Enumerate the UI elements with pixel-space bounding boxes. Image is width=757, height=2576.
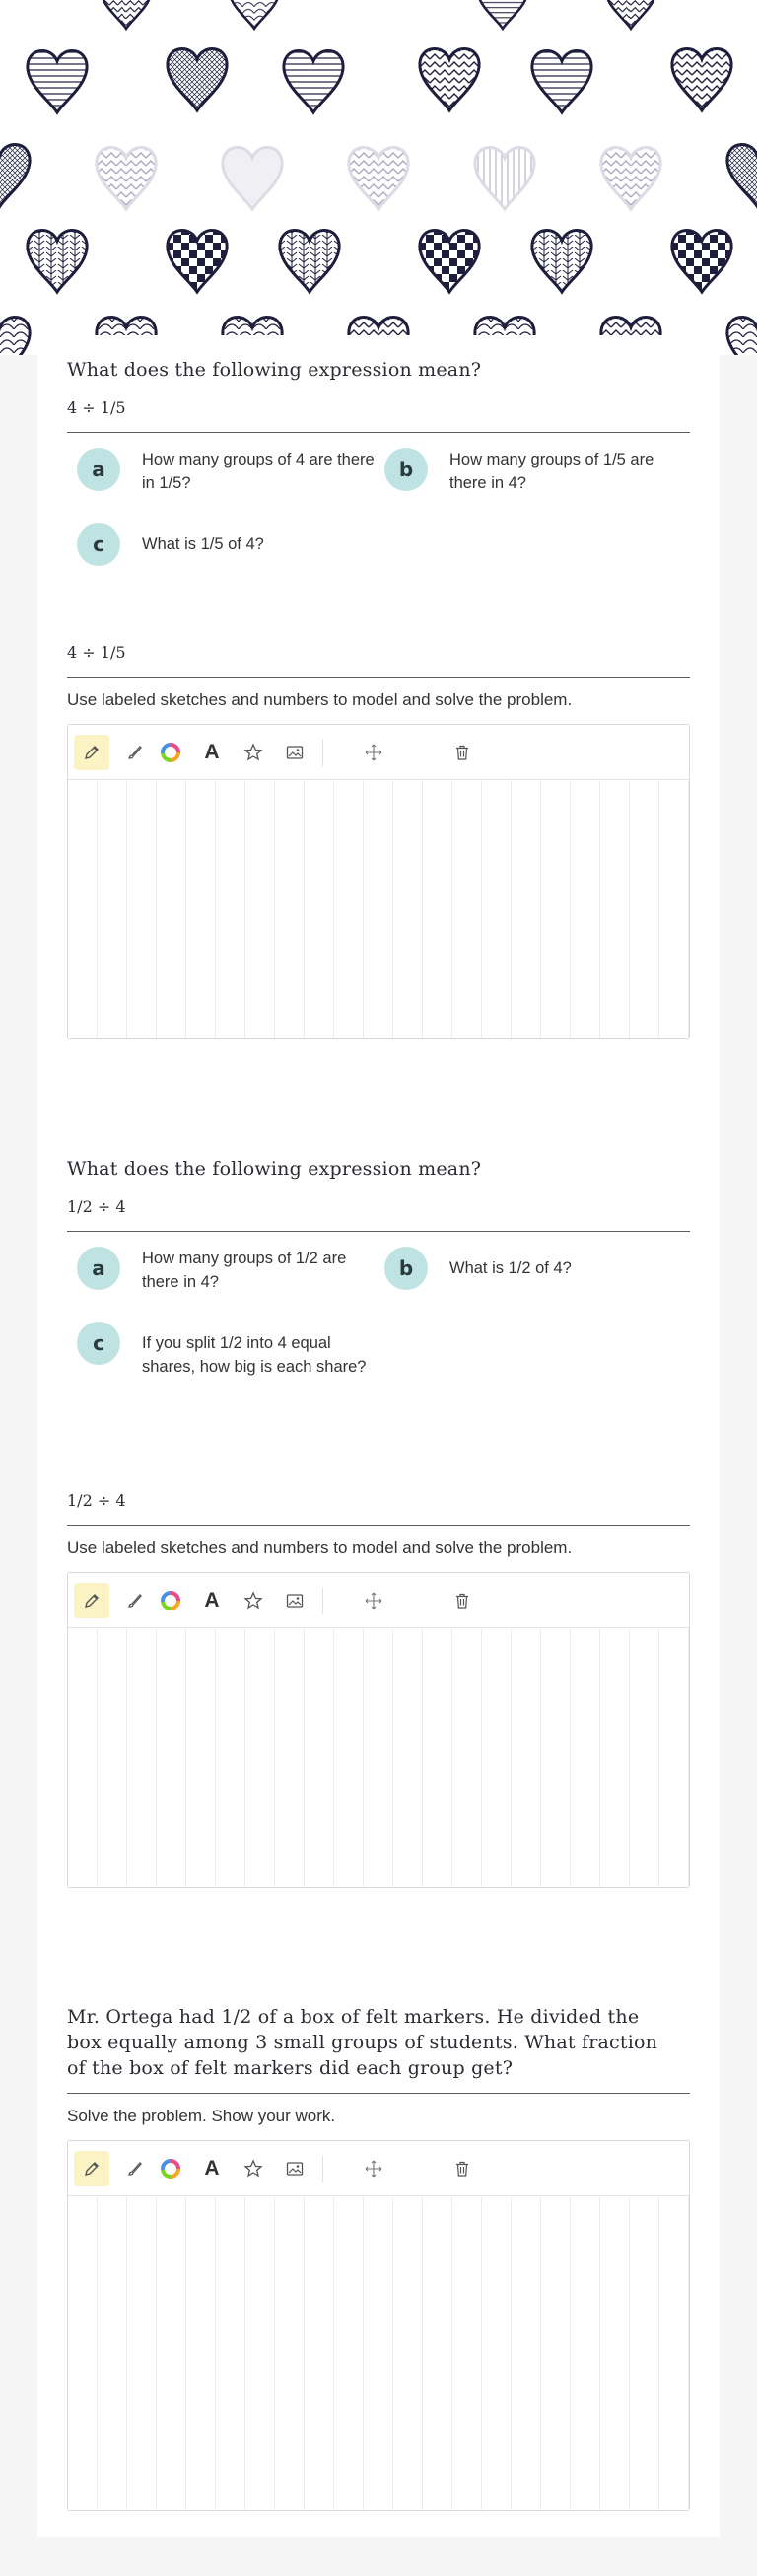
- hearts-pattern: [0, 0, 757, 355]
- choice-a[interactable]: [77, 448, 378, 495]
- choice-c[interactable]: [77, 523, 378, 566]
- delete-tool-button[interactable]: [445, 2151, 480, 2186]
- question-2-instruction: Use labeled sketches and numbers to model and solve the problem.: [67, 690, 573, 709]
- image-icon: [285, 2159, 305, 2179]
- image-icon: [285, 743, 305, 762]
- choice-a[interactable]: [77, 1247, 378, 1294]
- question-4-instruction: Use labeled sketches and numbers to model and solve the problem.: [67, 1538, 573, 1557]
- divider: [67, 432, 690, 433]
- brush-icon: [126, 2160, 144, 2178]
- divider: [67, 677, 690, 678]
- brush-tool-button[interactable]: [117, 2151, 153, 2186]
- choice-text: How many groups of 1/2 are there in 4?: [142, 1250, 347, 1291]
- image-tool-button[interactable]: [277, 1583, 312, 1618]
- color-tool-button[interactable]: [153, 735, 188, 770]
- question-3-title: What does the following expression mean?: [67, 1158, 482, 1180]
- pencil-icon: [83, 1592, 101, 1610]
- image-tool-button[interactable]: [277, 735, 312, 770]
- choice-text: What is 1/5 of 4?: [142, 536, 264, 553]
- choice-letter-badge: b: [384, 448, 428, 491]
- move-tool-button[interactable]: [356, 2151, 391, 2186]
- sticker-tool-button[interactable]: [236, 735, 271, 770]
- text-icon: A: [204, 1589, 220, 1611]
- drawing-toolbar: [68, 1573, 689, 1628]
- color-wheel-icon: [161, 743, 180, 762]
- choice-text: What is 1/2 of 4?: [449, 1259, 572, 1277]
- sticker-tool-button[interactable]: [236, 1583, 271, 1618]
- choice-b[interactable]: [384, 1247, 686, 1290]
- divider: [67, 1525, 690, 1526]
- star-icon: [243, 1591, 263, 1610]
- delete-tool-button[interactable]: [445, 1583, 480, 1618]
- star-icon: [243, 743, 263, 762]
- star-icon: [243, 2159, 263, 2179]
- text-icon: A: [204, 741, 220, 763]
- question-4-title: 1/2 ÷ 4: [67, 1491, 126, 1510]
- move-icon: [364, 2159, 383, 2179]
- color-tool-button[interactable]: [153, 1583, 188, 1618]
- pencil-tool-button[interactable]: [74, 1583, 109, 1618]
- drawing-area[interactable]: [68, 781, 689, 1038]
- toolbar-separator: [322, 1587, 323, 1614]
- question-1-expression: 4 ÷ 1/5: [67, 398, 126, 417]
- choice-b[interactable]: [384, 448, 686, 495]
- toolbar-separator: [322, 2155, 323, 2182]
- question-2-title: 4 ÷ 1/5: [67, 643, 126, 662]
- drawing-toolbar: [68, 725, 689, 780]
- choice-text: How many groups of 1/5 are there in 4?: [449, 451, 654, 492]
- brush-icon: [126, 1592, 144, 1610]
- color-tool-button[interactable]: [153, 2151, 188, 2186]
- trash-icon: [453, 1592, 471, 1610]
- drawing-area[interactable]: [68, 1629, 689, 1887]
- choice-text: If you split 1/2 into 4 equal shares, how big is each share?: [142, 1334, 367, 1376]
- pencil-tool-button[interactable]: [74, 2151, 109, 2186]
- image-icon: [285, 1591, 305, 1610]
- trash-icon: [453, 2160, 471, 2178]
- pencil-icon: [83, 744, 101, 761]
- delete-tool-button[interactable]: [445, 735, 480, 770]
- question-1-title: What does the following expression mean?: [67, 359, 482, 381]
- color-wheel-icon: [161, 1591, 180, 1610]
- drawing-area[interactable]: [68, 2197, 689, 2510]
- choice-text: How many groups of 4 are there in 1/5?: [142, 451, 375, 492]
- divider: [67, 2093, 690, 2094]
- image-tool-button[interactable]: [277, 2151, 312, 2186]
- move-tool-button[interactable]: [356, 1583, 391, 1618]
- choice-letter-badge: c: [77, 1322, 120, 1365]
- brush-icon: [126, 744, 144, 761]
- move-icon: [364, 743, 383, 762]
- text-tool-button[interactable]: [194, 735, 230, 770]
- brush-tool-button[interactable]: [117, 1583, 153, 1618]
- trash-icon: [453, 744, 471, 761]
- choice-letter-badge: a: [77, 1247, 120, 1290]
- question-3-expression: 1/2 ÷ 4: [67, 1197, 126, 1216]
- text-tool-button[interactable]: [194, 1583, 230, 1618]
- toolbar-separator: [322, 739, 323, 766]
- sticker-tool-button[interactable]: [236, 2151, 271, 2186]
- drawing-toolbar: [68, 2141, 689, 2196]
- choice-letter-badge: a: [77, 448, 120, 491]
- choice-letter-badge: b: [384, 1247, 428, 1290]
- pencil-tool-button[interactable]: [74, 735, 109, 770]
- pencil-icon: [83, 2160, 101, 2178]
- text-icon: A: [204, 2157, 220, 2180]
- brush-tool-button[interactable]: [117, 735, 153, 770]
- divider: [67, 1231, 690, 1232]
- header-banner: [0, 0, 757, 355]
- question-5-instruction: Solve the problem. Show your work.: [67, 2107, 336, 2125]
- move-tool-button[interactable]: [356, 735, 391, 770]
- drawing-canvas[interactable]: [67, 724, 690, 1039]
- move-icon: [364, 1591, 383, 1610]
- question-5-title: Mr. Ortega had 1/2 of a box of felt markers. He divided the box equally among 3 small groups of students. What fraction of the box of felt markers did each group get?: [67, 2006, 658, 2079]
- drawing-canvas[interactable]: [67, 2140, 690, 2511]
- choice-letter-badge: c: [77, 523, 120, 566]
- color-wheel-icon: [161, 2159, 180, 2179]
- worksheet-card: [37, 335, 720, 2537]
- text-tool-button[interactable]: [194, 2151, 230, 2186]
- choice-c[interactable]: [77, 1322, 378, 1379]
- drawing-canvas[interactable]: [67, 1572, 690, 1888]
